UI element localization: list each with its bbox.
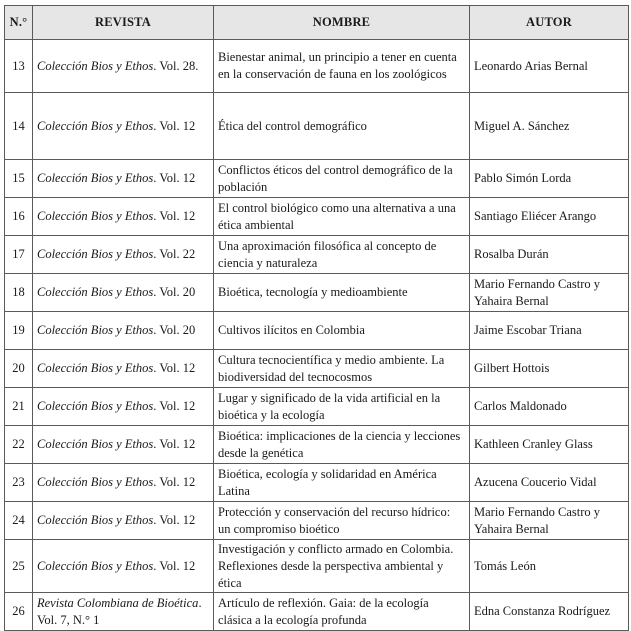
row-nombre: Artículo de reflexión. Gaia: de la ecología clásica a la ecología profunda	[214, 593, 470, 631]
row-nombre: Cultura tecnocientífica y medio ambiente. La biodiversidad del tecnocosmos	[214, 350, 470, 388]
row-number: 18	[5, 274, 33, 312]
row-revista	[33, 388, 214, 426]
row-nombre: Bienestar animal, un principio a tener en cuenta en la conservación de fauna en los zoológicos	[214, 40, 470, 93]
row-revista	[33, 593, 214, 631]
row-number: 24	[5, 502, 33, 540]
row-number: 25	[5, 540, 33, 593]
table-row	[5, 388, 629, 426]
header-row	[5, 6, 629, 40]
header-revista: REVISTA	[33, 6, 214, 40]
row-number: 13	[5, 40, 33, 93]
table-row	[5, 593, 629, 631]
row-autor: Kathleen Cranley Glass	[470, 426, 629, 464]
row-nombre: El control biológico como una alternativa a una ética ambiental	[214, 198, 470, 236]
row-number: 22	[5, 426, 33, 464]
row-autor: Miguel A. Sánchez	[470, 93, 629, 160]
table-row	[5, 312, 629, 350]
table-row	[5, 93, 629, 160]
revista-volume: . Vol. 12	[153, 513, 196, 527]
row-number: 26	[5, 593, 33, 631]
row-revista	[33, 274, 214, 312]
row-nombre: Bioética, tecnología y medioambiente	[214, 274, 470, 312]
revista-volume: . Vol. 12	[153, 475, 196, 489]
row-autor: Gilbert Hottois	[470, 350, 629, 388]
row-revista	[33, 540, 214, 593]
table-row	[5, 40, 629, 93]
header-nombre: NOMBRE	[214, 6, 470, 40]
row-nombre: Bioética: implicaciones de la ciencia y lecciones desde la genética	[214, 426, 470, 464]
row-revista	[33, 350, 214, 388]
row-autor: Tomás León	[470, 540, 629, 593]
header-num: N.°	[5, 6, 33, 40]
revista-title: Colección Bios y Ethos	[37, 323, 154, 337]
row-revista	[33, 40, 214, 93]
revista-volume: . Vol. 22	[153, 247, 196, 261]
table-row	[5, 198, 629, 236]
row-autor: Jaime Escobar Triana	[470, 312, 629, 350]
revista-title: Colección Bios y Ethos	[37, 171, 154, 185]
row-revista	[33, 502, 214, 540]
revista-title: Colección Bios y Ethos	[37, 285, 154, 299]
articles-table	[4, 5, 629, 631]
revista-title: Colección Bios y Ethos	[37, 247, 154, 261]
revista-title: Colección Bios y Ethos	[37, 437, 154, 451]
row-number: 17	[5, 236, 33, 274]
table-row	[5, 426, 629, 464]
table-row	[5, 350, 629, 388]
row-nombre: Conflictos éticos del control demográfico de la población	[214, 160, 470, 198]
row-autor: Santiago Eliécer Arango	[470, 198, 629, 236]
revista-title: Colección Bios y Ethos	[37, 58, 154, 73]
row-nombre: Ética del control demográfico	[214, 93, 470, 160]
revista-title: Colección Bios y Ethos	[37, 513, 154, 527]
row-number: 19	[5, 312, 33, 350]
revista-title: Colección Bios y Ethos	[37, 399, 154, 413]
row-autor: Edna Constanza Rodríguez	[470, 593, 629, 631]
revista-title: Colección Bios y Ethos	[37, 209, 154, 223]
row-number: 14	[5, 93, 33, 160]
row-number: 21	[5, 388, 33, 426]
row-revista	[33, 198, 214, 236]
row-autor: Leonardo Arias Bernal	[470, 40, 629, 93]
row-autor: Mario Fernando Castro y Yahaira Bernal	[470, 274, 629, 312]
row-autor: Carlos Maldonado	[470, 388, 629, 426]
revista-title: Colección Bios y Ethos	[37, 558, 154, 573]
row-revista	[33, 160, 214, 198]
row-autor: Rosalba Durán	[470, 236, 629, 274]
row-nombre: Investigación y conflicto armado en Colombia. Reflexiones desde la perspectiva ambiental y ética	[214, 540, 470, 593]
row-number: 23	[5, 464, 33, 502]
revista-volume: . Vol. 12	[153, 558, 196, 573]
revista-title: Colección Bios y Ethos	[37, 118, 154, 133]
revista-volume: . Vol. 12	[153, 437, 196, 451]
row-autor: Pablo Simón Lorda	[470, 160, 629, 198]
revista-volume: . Vol. 12	[153, 361, 196, 375]
header-autor: AUTOR	[470, 6, 629, 40]
table-row	[5, 236, 629, 274]
row-revista	[33, 312, 214, 350]
row-number: 16	[5, 198, 33, 236]
table-row	[5, 464, 629, 502]
row-nombre: Lugar y significado de la vida artificial en la bioética y la ecología	[214, 388, 470, 426]
revista-volume: . Vol. 7, N.° 1	[37, 595, 202, 627]
row-revista	[33, 464, 214, 502]
row-number: 15	[5, 160, 33, 198]
revista-volume: . Vol. 20	[153, 285, 196, 299]
revista-title: Colección Bios y Ethos	[37, 475, 154, 489]
revista-volume: . Vol. 12	[153, 118, 196, 133]
table-row	[5, 160, 629, 198]
row-number: 20	[5, 350, 33, 388]
revista-volume: . Vol. 12	[153, 399, 196, 413]
table-row	[5, 274, 629, 312]
row-autor: Azucena Coucerio Vidal	[470, 464, 629, 502]
row-nombre: Bioética, ecología y solidaridad en América Latina	[214, 464, 470, 502]
revista-title: Revista Colombiana de Bioética	[37, 595, 199, 610]
row-nombre: Protección y conservación del recurso hídrico: un compromiso bioético	[214, 502, 470, 540]
row-revista	[33, 93, 214, 160]
revista-volume: . Vol. 12	[153, 209, 196, 223]
row-revista	[33, 426, 214, 464]
row-nombre: Una aproximación filosófica al concepto de ciencia y naturaleza	[214, 236, 470, 274]
revista-volume: . Vol. 12	[153, 171, 196, 185]
row-nombre: Cultivos ilícitos en Colombia	[214, 312, 470, 350]
table-row	[5, 540, 629, 593]
table-row	[5, 502, 629, 540]
revista-volume: . Vol. 20	[153, 323, 196, 337]
revista-title: Colección Bios y Ethos	[37, 361, 154, 375]
revista-volume: . Vol. 28.	[153, 58, 199, 73]
row-revista	[33, 236, 214, 274]
row-autor: Mario Fernando Castro y Yahaira Bernal	[470, 502, 629, 540]
